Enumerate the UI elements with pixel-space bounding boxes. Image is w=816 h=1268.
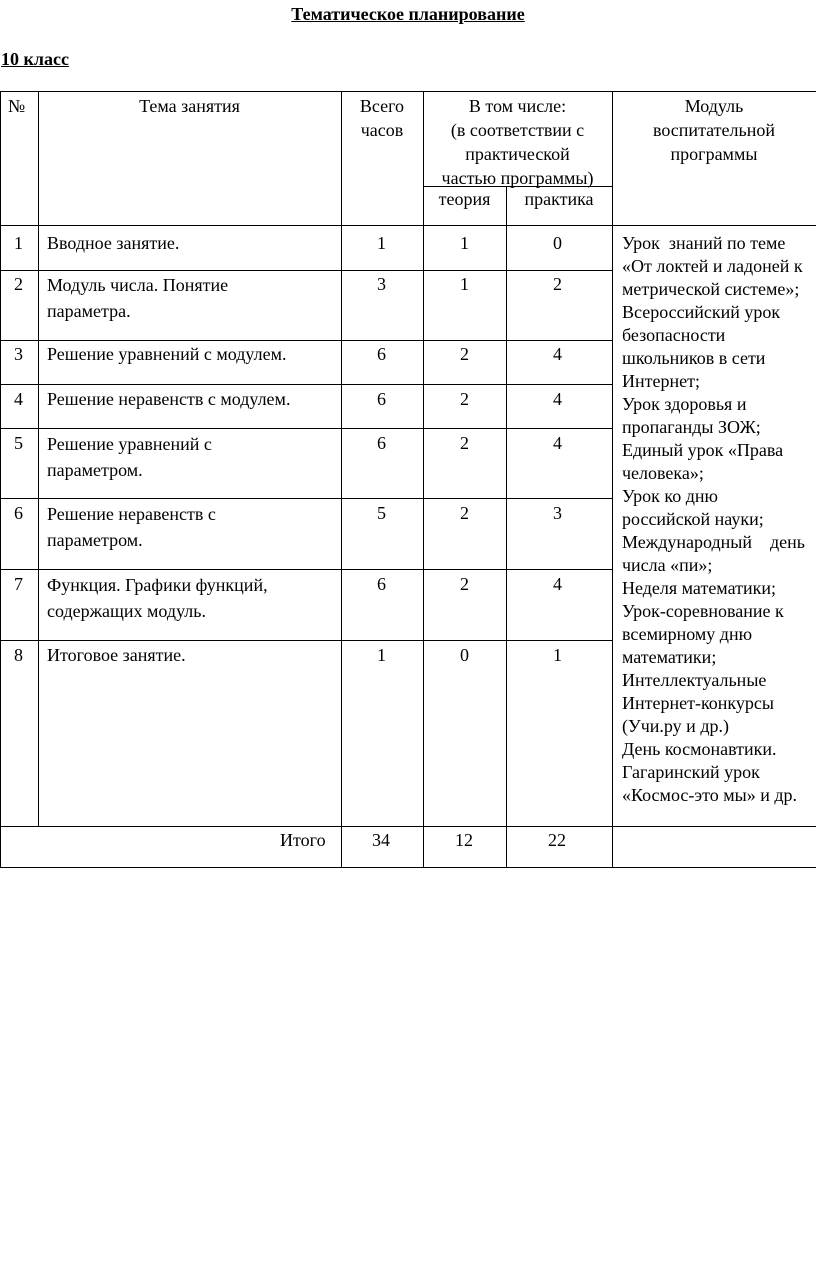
header-module: Модуль воспитательной программы [652, 96, 775, 164]
header-practice: практика [524, 189, 594, 209]
page-title: Тематическое планирование [291, 4, 525, 24]
header-theory: теория [438, 189, 491, 209]
row-num: 4 [14, 389, 23, 409]
footer-label: Итого [280, 830, 326, 850]
row-theory: 2 [460, 433, 469, 453]
row-practice: 4 [553, 344, 562, 364]
row-topic: Модуль числа. Понятие параметра. [47, 275, 229, 321]
footer-total: 34 [372, 830, 390, 850]
row-total: 1 [377, 645, 386, 665]
row-theory: 0 [460, 645, 469, 665]
row-topic: Решение неравенств с параметром. [47, 504, 216, 550]
row-topic: Итоговое занятие. [47, 645, 186, 665]
header-total-hours: Всего часов [359, 96, 405, 140]
row-topic: Функция. Графики функций, содержащих модуль. [47, 575, 268, 621]
footer-practice: 22 [548, 830, 566, 850]
row-practice: 4 [553, 574, 562, 594]
header-including: В том числе: (в соответствии с практической частью программы) [441, 96, 594, 188]
row-theory: 2 [460, 503, 469, 523]
module-activities-text: Урок знаний по теме «От локтей и ладоней к метрической системе»; Всероссийский урок безопасности школьников в сети Интернет; Урок здоровья и пропаганды ЗОЖ; Единый урок «Права человека»; Урок ко дню российской науки; Международный день числа «пи»; Неделя математики; Урок-соревнование к всемирному дню математики; Интеллектуальные Интернет-конкурсы (Учи.ру и др.) День космонавтики. Гагаринский урок «Космос-это мы» и др. [622, 233, 805, 805]
row-topic: Решение уравнений с модулем. [47, 344, 287, 364]
row-num: 1 [14, 233, 23, 253]
grade-heading: 10 класс [1, 49, 69, 69]
row-theory: 1 [460, 233, 469, 253]
row-practice: 2 [553, 274, 562, 294]
row-theory: 2 [460, 574, 469, 594]
row-num: 5 [14, 433, 23, 453]
row-theory: 2 [460, 389, 469, 409]
row-practice: 0 [553, 233, 562, 253]
row-num: 3 [14, 344, 23, 364]
row-topic: Решение неравенств с модулем. [47, 389, 291, 409]
row-topic: Решение уравнений с параметром. [47, 434, 212, 480]
row-num: 2 [14, 274, 23, 294]
header-topic: Тема занятия [139, 96, 240, 116]
row-total: 6 [377, 574, 386, 594]
row-practice: 4 [553, 389, 562, 409]
footer-theory: 12 [455, 830, 473, 850]
row-practice: 4 [553, 433, 562, 453]
row-practice: 3 [553, 503, 562, 523]
row-topic: Вводное занятие. [47, 233, 180, 253]
row-total: 6 [377, 433, 386, 453]
row-total: 6 [377, 344, 386, 364]
row-theory: 1 [460, 274, 469, 294]
row-theory: 2 [460, 344, 469, 364]
row-total: 6 [377, 389, 386, 409]
row-num: 8 [14, 645, 23, 665]
row-total: 1 [377, 233, 386, 253]
row-total: 5 [377, 503, 386, 523]
row-practice: 1 [553, 645, 562, 665]
row-num: 7 [14, 574, 23, 594]
row-num: 6 [14, 503, 23, 523]
header-num: № [8, 96, 26, 116]
row-total: 3 [377, 274, 386, 294]
